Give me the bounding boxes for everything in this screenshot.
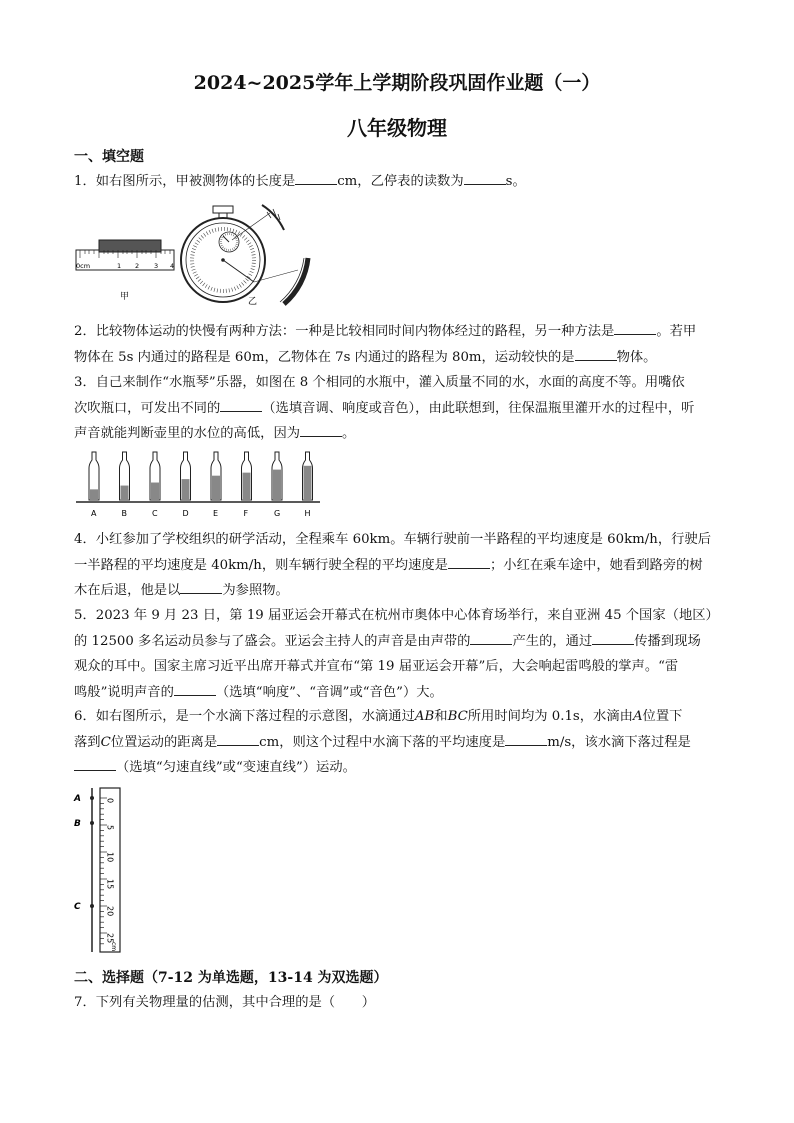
bottle-label: G: [274, 509, 281, 518]
bottle-label: C: [152, 509, 158, 518]
bottle-water: [243, 473, 251, 500]
answer-blank[interactable]: [74, 756, 116, 771]
point-c-label: C: [74, 902, 81, 912]
q6-text: 位置运动的距离是: [110, 734, 218, 750]
q6-text: 6．如右图所示，是一个水滴下落过程的示意图，水滴通过: [74, 709, 415, 724]
answer-blank[interactable]: [300, 422, 342, 437]
figure-label-jia: 甲: [120, 292, 130, 302]
water-bottles-figure: [74, 450, 324, 524]
answer-blank[interactable]: [180, 579, 222, 594]
question-1: [74, 169, 724, 195]
answer-blank[interactable]: [295, 170, 337, 185]
q6-text: m/s，该水滴下落过程是: [547, 734, 691, 750]
q6-text: 落到: [74, 734, 101, 750]
q4-text: 为参照物。: [222, 583, 289, 598]
ruler-tick-label: 1: [117, 262, 122, 270]
q4-text: 一半路程的平均速度是 40km/h，则车辆行驶全程的平均速度是: [74, 557, 448, 573]
water-drop-a: [90, 796, 94, 800]
q1-text-c: s。: [505, 174, 526, 189]
ruler-tick-label: 10: [105, 852, 115, 863]
q2-text: 物体。: [616, 349, 657, 365]
bottle-water: [304, 466, 312, 500]
question-2: [74, 319, 724, 370]
ruler-tick-label: 0cm: [76, 262, 91, 270]
ruler-tick-label: 0: [105, 798, 115, 804]
bottles-group: [89, 452, 313, 518]
q3-text: 。: [342, 426, 356, 441]
question-3: [74, 370, 724, 447]
figure-label-yi: 乙: [248, 297, 258, 307]
q6-text: AB: [414, 709, 435, 724]
q1-text-a: 1．如右图所示，甲被测物体的长度是: [74, 174, 296, 189]
section-choice-heading: 二、选择题（7-12 为单选题，13-14 为双选题）: [74, 970, 388, 986]
q3-text: 声音就能判断壶里的水位的高低，因为: [74, 426, 301, 441]
answer-blank[interactable]: [174, 681, 216, 696]
q5-text: 鸣般”说明声音的: [74, 684, 174, 700]
bottle-water: [212, 476, 220, 500]
q2-text: 2．比较物体运动的快慢有两种方法：一种是比较相同时间内物体经过的路程，另一种方法是: [74, 324, 615, 339]
bottle-label: F: [243, 509, 249, 518]
point-a-label: A: [74, 794, 81, 804]
q5-text: 5．2023 年 9 月 23 日，第 19 届亚运会开幕式在杭州市奥体中心体育场举行，来自亚洲 45 个国家（地区）: [74, 608, 719, 623]
ruler-tick-label: 3: [154, 262, 159, 270]
question-5: [74, 603, 724, 705]
q6-text: cm，则这个过程中水滴下落的平均速度是: [259, 734, 506, 750]
ruler-tick-label: 25: [105, 933, 115, 944]
answer-blank[interactable]: [470, 630, 512, 645]
answer-blank[interactable]: [614, 320, 656, 335]
ruler-tick-label: 4: [170, 262, 175, 270]
q5-text: 产生的，通过: [512, 633, 593, 649]
q4-text: 木在后退，他是以: [74, 583, 181, 598]
question-4: [74, 527, 724, 604]
q5-text: 传播到现场: [634, 633, 701, 649]
q6-text: C: [100, 734, 111, 750]
answer-blank[interactable]: [217, 731, 259, 746]
section-fill-blank-heading: 一、填空题: [74, 149, 144, 165]
q6-text: 和: [434, 709, 448, 724]
water-drop-b: [90, 821, 94, 825]
q3-text: 3．自己来制作“水瓶琴”乐器，如图在 8 个相同的水瓶中，灌入质量不同的水，水面的高度不等。用嘴依: [74, 375, 685, 390]
q5-text: （选填“响度”、“音调”或“音色”）大。: [215, 684, 443, 700]
question-7: [74, 990, 724, 1016]
ruler-icon: [76, 240, 174, 270]
q1-text-b: cm，乙停表的读数为: [337, 174, 464, 189]
ruler-tick-label: 15: [105, 879, 115, 890]
ruler-tick-label: 2: [135, 262, 140, 270]
q2-text: 物体在 5s 内通过的路程是 60m，乙物体在 7s 内通过的路程为 80m，运动较快的是: [74, 349, 575, 365]
q6-text: A: [632, 709, 643, 724]
bottle-label: A: [91, 509, 97, 518]
q4-text: ；小红在乘车途中，她看到路旁的树: [489, 557, 703, 573]
bottle-label: E: [213, 509, 219, 518]
water-drop-ruler-figure: [72, 784, 132, 956]
question-6: [74, 704, 724, 781]
q6-text: BC: [447, 709, 468, 724]
answer-blank[interactable]: [464, 170, 506, 185]
q6-text: 所用时间均为 0.1s，水滴由: [467, 709, 633, 724]
q4-text: 4．小红参加了学校组织的研学活动，全程乘车 60km。车辆行驶前一半路程的平均速度是 60km/h，行驶后: [74, 532, 712, 547]
bottle-label: B: [121, 509, 127, 518]
q3-text: （选填音调、响度或音色），由此联想到，往保温瓶里灌开水的过程中，听: [262, 400, 695, 416]
answer-blank[interactable]: [575, 346, 617, 361]
q3-text: 次吹瓶口，可发出不同的: [74, 400, 221, 416]
bottle-label: D: [182, 509, 189, 518]
q6-text: （选填“匀速直线”或“变速直线”）运动。: [116, 760, 356, 775]
water-drop-c: [90, 904, 94, 908]
q6-text: 位置下: [642, 709, 683, 724]
ruler-tick-label: 5: [105, 825, 115, 831]
q5-text: 观众的耳中。国家主席习近平出席开幕式并宣布“第 19 届亚运会开幕”后，大会响起雷鸣般的掌声。“雷: [74, 659, 679, 674]
bottle-label: H: [304, 509, 311, 518]
stopwatch-icon: [181, 205, 308, 304]
ruler-tick-label: 20: [105, 906, 115, 917]
ruler-unit-label: cm: [110, 942, 117, 952]
bottle-water: [121, 486, 129, 500]
point-b-label: B: [74, 819, 81, 829]
bottle-water: [273, 470, 281, 500]
exam-subtitle: 八年级物理: [347, 116, 447, 140]
bottle-water: [182, 479, 190, 500]
q7-text: 7．下列有关物理量的估测，其中合理的是（ ）: [74, 995, 375, 1010]
answer-blank[interactable]: [220, 397, 262, 412]
answer-blank[interactable]: [592, 630, 634, 645]
q1-ruler-stopwatch-figure: [72, 200, 342, 308]
q2-text: 。若甲: [656, 324, 697, 339]
exam-title: 2024~2025学年上学期阶段巩固作业题（一）: [193, 72, 601, 94]
q5-text: 的 12500 多名运动员参与了盛会。亚运会主持人的声音是由声带的: [74, 633, 471, 649]
answer-blank[interactable]: [448, 554, 490, 569]
bottle-water: [151, 483, 159, 500]
answer-blank[interactable]: [505, 731, 547, 746]
bottle-water: [90, 489, 98, 500]
